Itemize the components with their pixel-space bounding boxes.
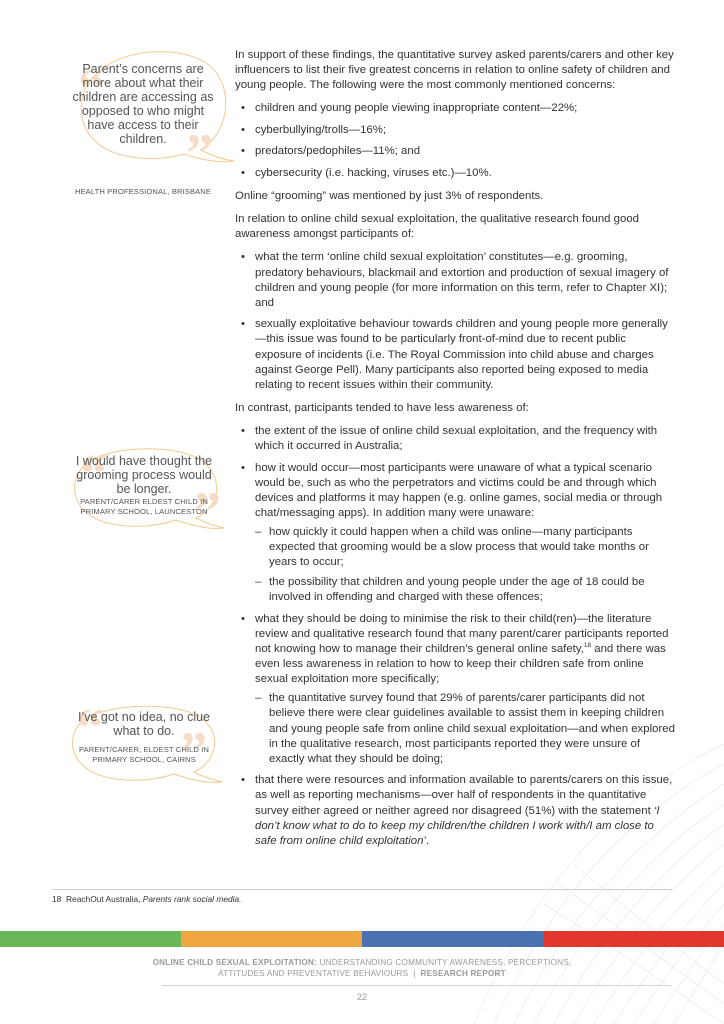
- footer-subtitle: ATTITUDES AND PREVENTATIVE BEHAVIOURS: [218, 968, 409, 978]
- main-body-text: [235, 48, 675, 857]
- concerns-list: [235, 101, 675, 181]
- quoted-statement: ‘I don’t know what to do to keep my children/the children I work with/I am close to safe from online child exploitation’: [255, 804, 660, 847]
- color-band-orange: [181, 931, 362, 947]
- list-item: • cybersecurity (i.e. hacking, viruses etc.)—10%.: [235, 166, 675, 181]
- quote-attribution: HEALTH PROFESSIONAL, BRISBANE: [74, 187, 212, 196]
- open-quote-icon: “: [80, 443, 107, 503]
- quote-text: Parent’s concerns are more about what their children are accessing as opposed to who might have access to their children.: [72, 62, 214, 146]
- sub-list: [255, 691, 675, 766]
- paragraph-grooming: Online “grooming” was mentioned by just 3% of respondents.: [235, 190, 544, 203]
- list-item: [235, 461, 675, 606]
- color-band-blue: [362, 931, 543, 947]
- quote-attribution: PARENT/CARER, ELDEST CHILD IN PRIMARY SCHOOL, CAIRNS: [78, 745, 210, 764]
- color-band-green: [0, 931, 181, 947]
- paragraph-awareness: In relation to online child sexual exploitation, the qualitative research found good awareness amongst participants of:: [235, 213, 640, 241]
- footnote-number: 18: [52, 894, 62, 904]
- footnote: [52, 894, 241, 904]
- color-band: [0, 931, 724, 947]
- footer-title-bold: ONLINE CHILD SEXUAL EXPLOITATION:: [152, 958, 318, 967]
- list-item-text: what they should be doing to minimise the risk to their child(ren)—the literature review and qualitative research found that many parent/carer participants reported not knowing how to manage their children’s general online safety,: [255, 612, 669, 656]
- close-quote-icon: ”: [186, 123, 213, 183]
- list-item: • what the term ‘online child sexual exploitation’ constitutes—e.g. grooming, predatory behaviours, blackmail and extortion and production of sexual imagery of children and young people (for more information on this term, refer to Chapter XI); and: [235, 250, 675, 310]
- list-item-text: that there were resources and information available to parents/carers on this issue, as well as reporting mechanisms—over half of respondents in the quantitative survey either agreed or neither agreed nor disagreed (51%) with the statement: [255, 774, 673, 817]
- quote-text: I’ve got no idea, no clue what to do.: [77, 710, 211, 738]
- quote-text: I would have thought the grooming process would be longer.: [75, 454, 213, 496]
- page-footer: [0, 958, 724, 979]
- less-awareness-list: [235, 424, 675, 849]
- quote-attribution: PARENT/CARER ELDEST CHILD IN PRIMARY SCHOOL, LAUNCESTON: [80, 497, 208, 516]
- sub-list: [255, 525, 675, 605]
- pull-quote-health-professional: [66, 42, 236, 196]
- footer-divider: [162, 985, 672, 986]
- pull-quote-parent-launceston: [66, 443, 226, 541]
- sub-list-item: – how quickly it could happen when a child was online—many participants expected that grooming would be a slow process that would take months or years to occur;: [255, 525, 675, 570]
- open-quote-icon: “: [78, 57, 105, 117]
- list-item-text: .: [425, 834, 430, 847]
- page-number: 22: [356, 992, 367, 1002]
- footnote-source: ReachOut Australia,: [65, 894, 141, 904]
- list-item: • predators/pedophiles—11%; and: [235, 144, 675, 159]
- footnote-divider: [52, 889, 672, 890]
- list-item: • cyberbullying/trolls—16%;: [235, 123, 675, 138]
- open-quote-icon: “: [76, 697, 103, 757]
- pull-quote-parent-cairns: [66, 697, 226, 781]
- color-band-red: [543, 931, 724, 947]
- footer-title-line2: [0, 969, 724, 980]
- footer-title-rest: UNDERSTANDING COMMUNITY AWARENESS, PERCEPTIONS,: [317, 958, 572, 967]
- footer-report-label: RESEARCH REPORT: [420, 968, 506, 978]
- footer-separator: |: [413, 968, 416, 978]
- list-item: • children and young people viewing inappropriate content—22%;: [235, 101, 675, 116]
- list-item-text: and there was even less awareness in relation to how to keep their children safe from online sexual exploitation more specifically;: [255, 643, 666, 686]
- list-item: [235, 773, 675, 848]
- list-item-text: how it would occur—most participants were unaware of what a typical scenario would be, such as who the perpetrators and victims could be and through which devices and platforms it may happen (e.g. online games, social media or through chat/messaging apps). In addition many were unaware:: [255, 461, 663, 519]
- paragraph-contrast: In contrast, participants tended to have less awareness of:: [235, 401, 529, 414]
- sub-list-item: – the possibility that children and young people under the age of 18 could be involved in offending and charged with these offences;: [255, 575, 675, 605]
- footnote-reference[interactable]: 18: [583, 642, 592, 650]
- footer-title-line1: [0, 958, 724, 969]
- awareness-list: [235, 250, 675, 392]
- list-item: • sexually exploitative behaviour towards children and young people more generally—this issue was found to be particularly front-of-mind due to recent public exposure of incidents (i.e. The Royal Commission into child abuse and charges against George Pell). Many participants also reported being exposed to media relating to recent issues within their community.: [235, 317, 675, 392]
- list-item: • the extent of the issue of online child sexual exploitation, and the frequency with which it occurred in Australia;: [235, 424, 675, 454]
- sub-list-item: – the quantitative survey found that 29% of parents/carer participants did not believe there were clear guidelines available to assist them in keeping children and young people safe from online child sexual exploitation—and when explored in the qualitative research, most participants reported they were unsure of exactly what they should be doing;: [255, 691, 675, 766]
- close-quote-icon: ”: [180, 721, 207, 781]
- close-quote-icon: ”: [194, 481, 221, 541]
- footnote-title: Parents rank social media.: [142, 894, 242, 904]
- paragraph-intro: In support of these findings, the quantitative survey asked parents/carers and other key influencers to list their five greatest concerns in relation to online safety of children and young people. The following were the most commonly mentioned concerns:: [235, 49, 674, 92]
- list-item: [235, 612, 675, 767]
